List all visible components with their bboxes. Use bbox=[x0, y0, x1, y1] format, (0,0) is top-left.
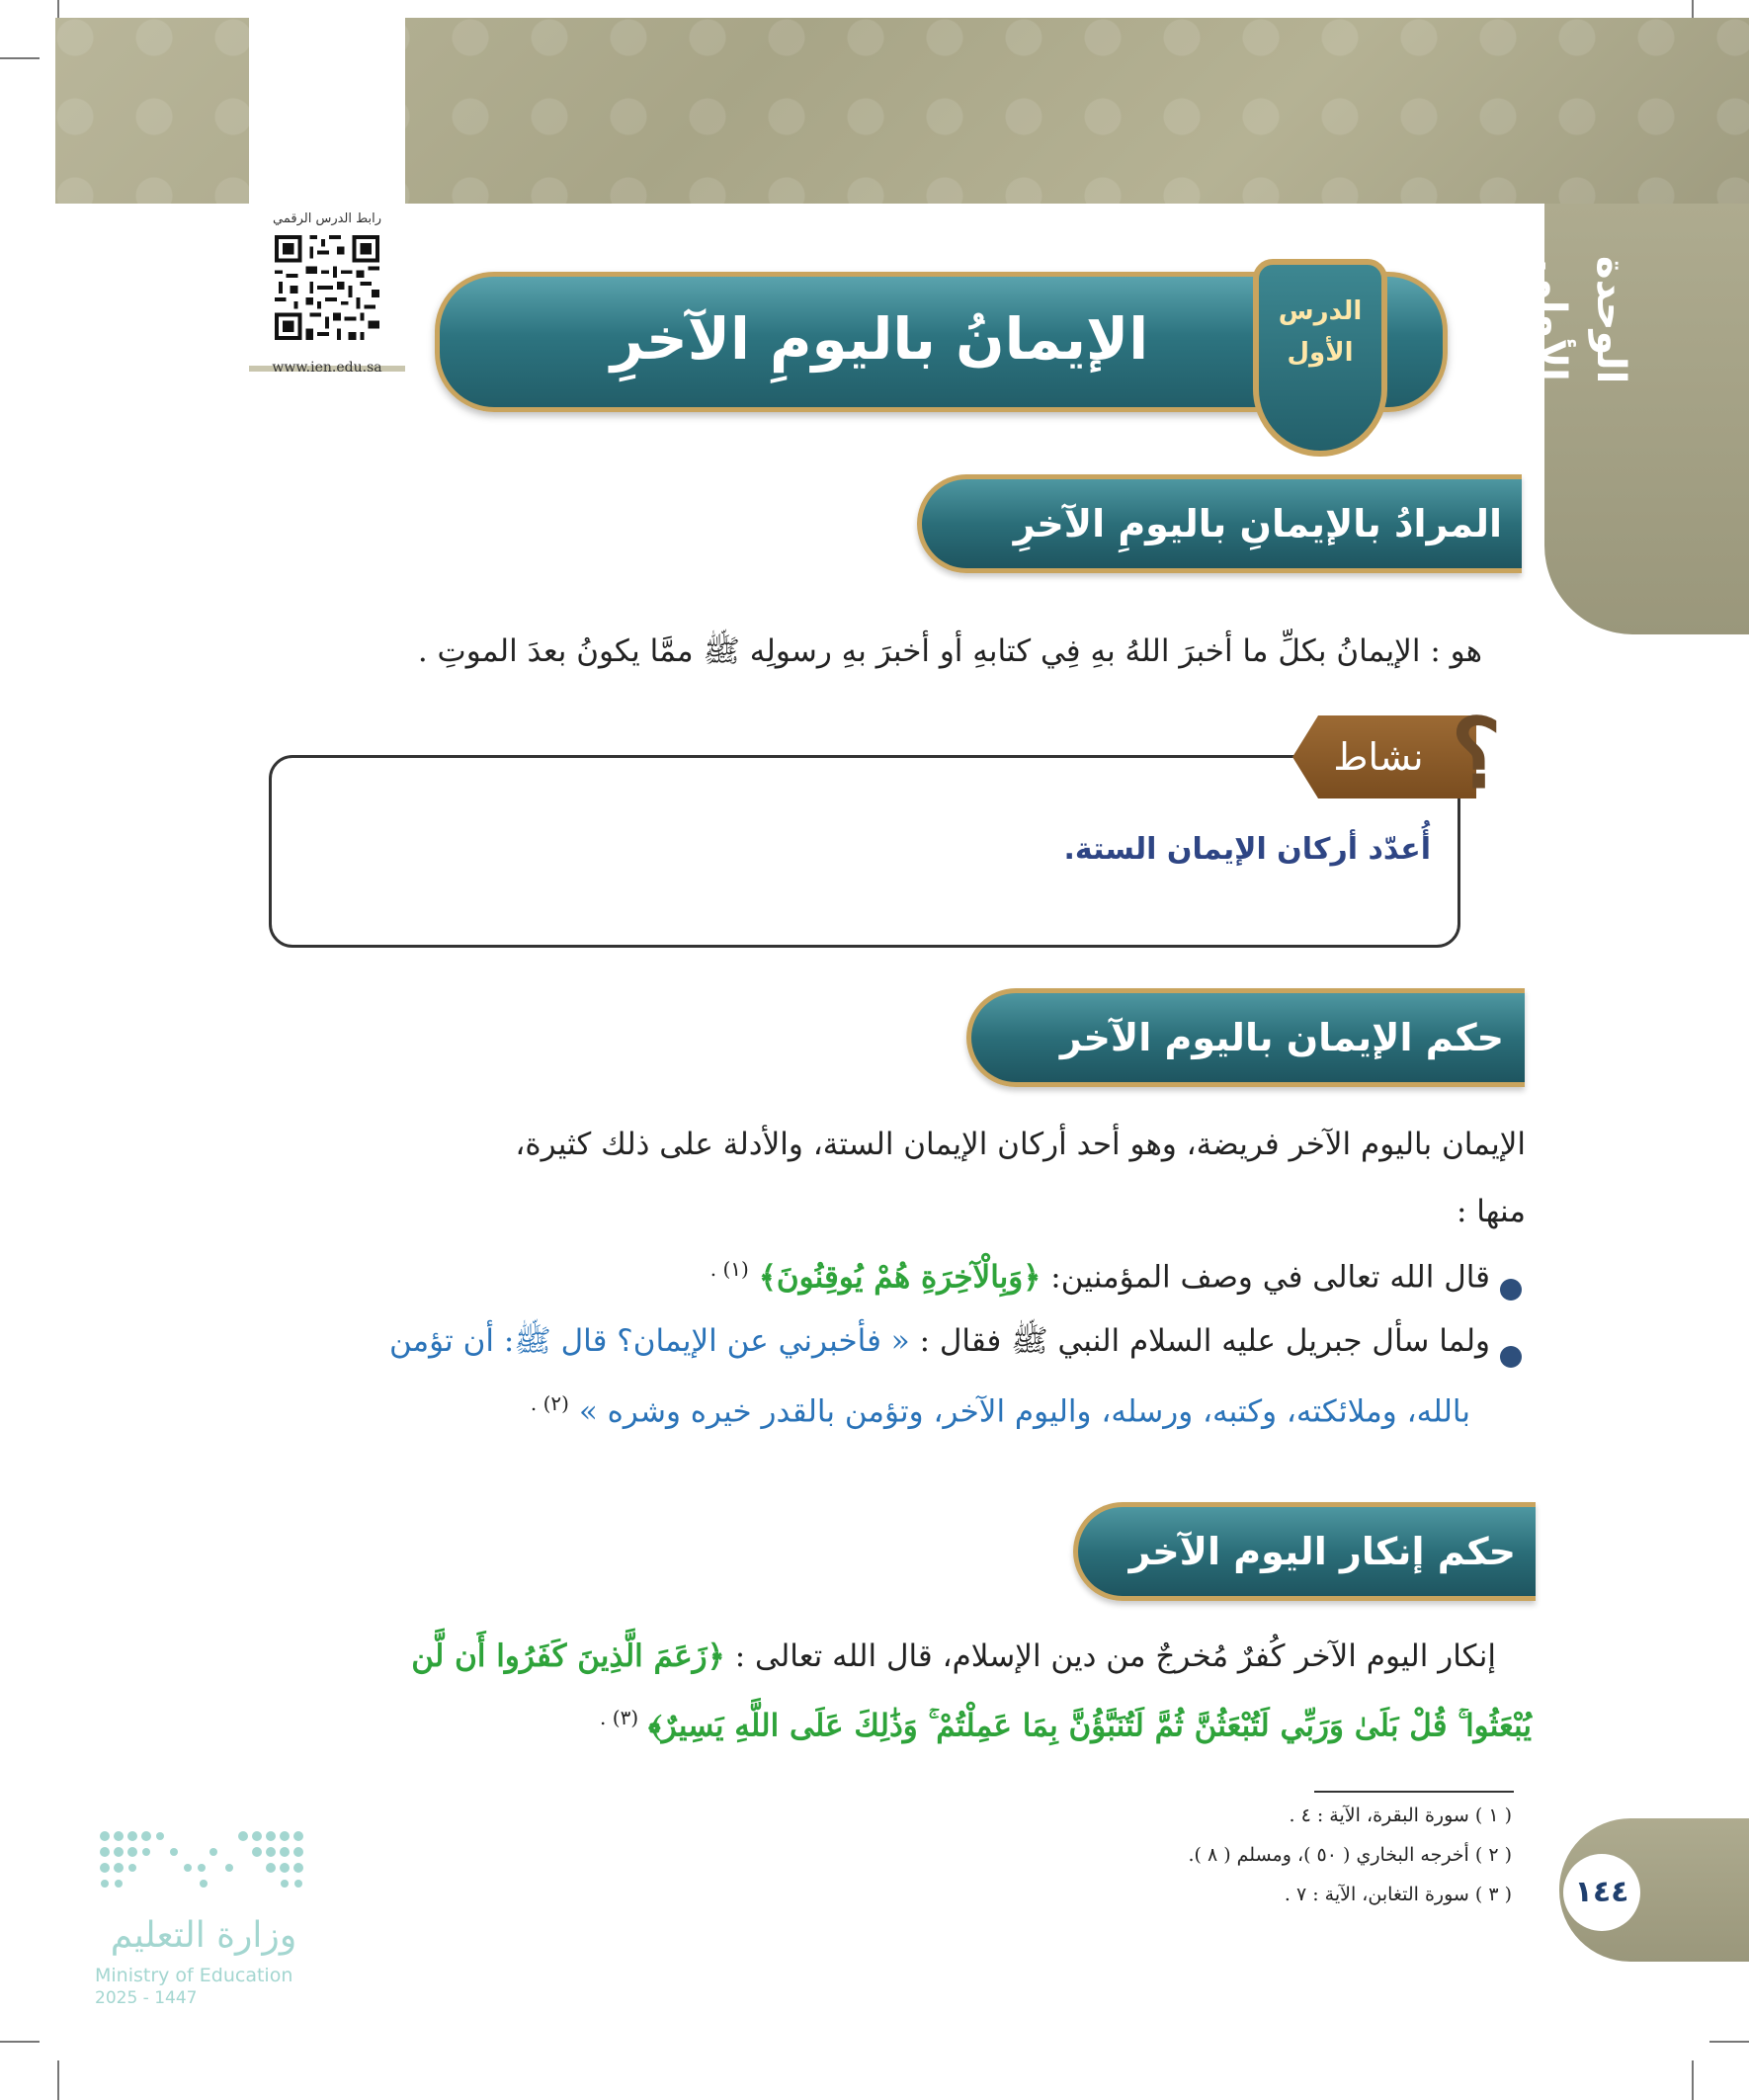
crop-mark bbox=[1692, 2060, 1694, 2100]
qr-caption: رابط الدرس الرقمي bbox=[273, 211, 381, 226]
paragraph-definition: هو : الإيمانُ بكلِّ ما أخبرَ اللهُ بهِ فِي كتابهِ أو أخبرَ بهِ رسولِه ﷺ ممَّا يكونُ بعدَ الموتِ . bbox=[417, 633, 1482, 669]
paragraph-denial-line2 bbox=[553, 1706, 1532, 1757]
denial-prefix: إنكار اليوم الآخر كُفرٌ مُخرجٌ من دين الإسلام، قال الله تعالى : bbox=[734, 1638, 1496, 1674]
bullet-item-quran bbox=[553, 1257, 1490, 1306]
activity-label: نشاط bbox=[1333, 735, 1424, 779]
denial-ref: (٣) . bbox=[600, 1706, 639, 1729]
denial-verse-part1: ﴿زَعَمَ الَّذِينَ كَفَرُوا أَن لَّن bbox=[411, 1638, 725, 1674]
footnote-3: ( ٣ ) سورة التغابن، الآية : ٧ . bbox=[1284, 1884, 1512, 1905]
bullet2-prefix: ولما سأل جبريل عليه السلام النبي ﷺ فقال : bbox=[919, 1323, 1490, 1359]
footnote-divider bbox=[1314, 1791, 1514, 1793]
bullet-item-hadith bbox=[281, 1322, 1490, 1372]
activity-prompt: أُعدّد أركان الإيمان الستة. bbox=[1063, 832, 1431, 867]
section-heading-meaning: المرادُ بالإيمانِ باليومِ الآخرِ bbox=[1013, 502, 1502, 546]
ministry-name-ar: وزارة التعليم bbox=[110, 1915, 297, 1956]
crop-mark bbox=[1709, 2041, 1749, 2043]
bullet1-verse: ﴿وَبِالْآخِرَةِ هُمْ يُوقِنُونَ﴾ bbox=[758, 1259, 1041, 1296]
question-mark-icon: ؟ bbox=[1451, 698, 1502, 809]
bullet2-ref: (٢) . bbox=[530, 1391, 569, 1415]
ministry-year: 2025 - 1447 bbox=[95, 1988, 198, 2008]
ministry-name-en: Ministry of Education bbox=[95, 1965, 293, 1986]
bullet2-quote-end: بالله، وملائكته، وكتبه، ورسله، واليوم الآخر، وتؤمن بالقدر خيره وشره » bbox=[578, 1393, 1470, 1430]
lesson-title: الإيمانُ باليومِ الآخرِ bbox=[610, 305, 1149, 373]
footnote-2: ( ٢ ) أخرجه البخاري ( ٥٠ )، ومسلم ( ٨ ). bbox=[1188, 1844, 1512, 1866]
crop-mark bbox=[0, 57, 40, 59]
denial-verse-part2: يُبْعَثُوا ۚ قُلْ بَلَىٰ وَرَبِّي لَتُبْعَثُنَّ ثُمَّ لَتُنَبَّؤُنَّ بِمَا عَمِلْتُمْ ۚ وَذَٰلِكَ عَلَى اللَّهِ يَسِيرٌ﴾ bbox=[648, 1708, 1532, 1744]
lesson-badge-line1: الدرس bbox=[1278, 296, 1363, 326]
page-number: ١٤٤ bbox=[1574, 1875, 1629, 1909]
paragraph-ruling-line1: الإيمان باليوم الآخر فريضة، وهو أحد أركان الإيمان الستة، والأدلة على ذلك كثيرة، bbox=[515, 1127, 1526, 1162]
section-heading-denial: حكم إنكار اليوم الآخر bbox=[1128, 1530, 1516, 1573]
qr-panel[interactable] bbox=[249, 18, 405, 376]
qr-url[interactable]: www.ien.edu.sa bbox=[272, 360, 382, 376]
section-heading-ruling: حكم الإيمان باليوم الآخر bbox=[1059, 1016, 1504, 1059]
bullet1-prefix: قال الله تعالى في وصف المؤمنين: bbox=[1050, 1259, 1490, 1296]
bullet-icon bbox=[1500, 1346, 1522, 1368]
lesson-badge-line2: الأول bbox=[1287, 338, 1354, 368]
bullet1-ref: (١) . bbox=[709, 1257, 749, 1281]
paragraph-denial-line1 bbox=[316, 1638, 1496, 1690]
qr-code-icon[interactable] bbox=[271, 231, 383, 344]
crop-mark bbox=[57, 2060, 59, 2100]
bullet2-continuation bbox=[316, 1391, 1470, 1441]
paragraph-ruling-line2: منها : bbox=[1457, 1194, 1526, 1229]
crop-mark bbox=[0, 2041, 40, 2043]
ministry-logo-icon bbox=[95, 1820, 312, 1899]
unit-label: الوحدة الأولى bbox=[1529, 256, 1633, 384]
footnote-1: ( ١ ) سورة البقرة، الآية : ٤ . bbox=[1289, 1805, 1512, 1826]
bullet-icon bbox=[1500, 1279, 1522, 1301]
bullet2-quote-start: « فأخبرني عن الإيمان؟ قال ﷺ: أن تؤمن bbox=[388, 1323, 910, 1359]
